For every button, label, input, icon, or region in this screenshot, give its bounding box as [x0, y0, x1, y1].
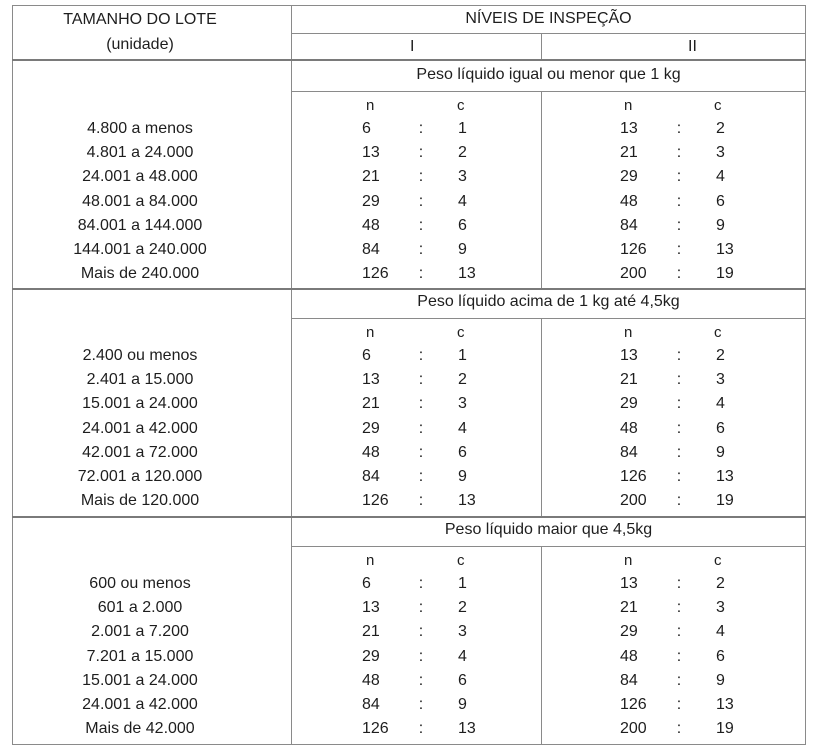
level-2-c-cell: 4 [716, 395, 725, 413]
header-bottom-border [12, 59, 806, 61]
level-1-n-cell: 6 [362, 120, 371, 137]
lot-size-cell: 600 ou menos [89, 575, 191, 592]
lot-size-cell: 72.001 a 120.000 [77, 468, 203, 485]
header-level-divider [541, 33, 542, 59]
lot-size-cell: Mais de 120.000 [80, 492, 200, 510]
level-1-c-cell: 13 [458, 492, 476, 510]
level-2-c-cell: 6 [716, 419, 725, 437]
section-separator [12, 288, 806, 290]
separator-colon: : [676, 192, 682, 210]
level-1-c-cell: 9 [458, 468, 467, 485]
separator-colon: : [418, 395, 424, 413]
level-1-n-cell: 29 [362, 192, 380, 210]
level-2-n-cell: 200 [620, 265, 647, 283]
level-1-c-cell: 6 [458, 443, 467, 461]
lot-size-cell: Mais de 240.000 [80, 265, 200, 283]
lot-size-cell: Mais de 42.000 [85, 720, 195, 738]
level-1-heading: I [410, 38, 415, 55]
level-1-c-cell: 2 [458, 599, 467, 617]
level-2-n-cell: 21 [620, 599, 638, 617]
col-label-c: c [714, 97, 722, 114]
level-1-n-cell: 21 [362, 168, 380, 186]
level-2-n-cell: 48 [620, 419, 638, 437]
col-label-n: n [366, 97, 375, 114]
level-2-n-cell: 84 [620, 671, 638, 689]
section-title: Peso líquido acima de 1 kg até 4,5kg [417, 293, 680, 310]
col-label-c: c [714, 552, 722, 569]
separator-colon: : [676, 468, 682, 485]
level-1-n-cell: 84 [362, 468, 380, 485]
level-2-c-cell: 9 [716, 216, 725, 234]
level-2-c-cell: 19 [716, 265, 734, 283]
level-1-n-cell: 48 [362, 443, 380, 461]
level-2-c-cell: 13 [716, 468, 734, 485]
level-1-n-cell: 126 [362, 265, 389, 283]
section-title-divider [291, 546, 806, 547]
level-2-n-cell: 200 [620, 720, 647, 738]
separator-colon: : [676, 419, 682, 437]
separator-colon: : [418, 419, 424, 437]
separator-colon: : [676, 575, 682, 592]
header-levels-divider [291, 33, 806, 34]
lot-size-cell: 42.001 a 72.000 [82, 443, 198, 461]
level-1-c-cell: 4 [458, 192, 467, 210]
lot-size-cell: 4.800 a menos [87, 120, 193, 137]
lot-size-cell: 2.400 ou menos [82, 347, 198, 364]
level-2-n-cell: 126 [620, 241, 647, 258]
level-2-c-cell: 9 [716, 443, 725, 461]
separator-colon: : [418, 120, 424, 137]
separator-colon: : [676, 647, 682, 665]
section-title: Peso líquido igual ou menor que 1 kg [416, 66, 681, 83]
level-2-n-cell: 29 [620, 168, 638, 186]
separator-colon: : [418, 347, 424, 364]
lot-size-cell: 15.001 a 24.000 [82, 395, 198, 413]
lot-size-cell: 48.001 a 84.000 [82, 192, 198, 210]
separator-colon: : [676, 144, 682, 162]
level-2-n-cell: 21 [620, 144, 638, 162]
level-1-c-cell: 3 [458, 623, 467, 641]
level-2-c-cell: 3 [716, 371, 725, 389]
separator-colon: : [418, 241, 424, 258]
lot-size-cell: 144.001 a 240.000 [73, 241, 207, 258]
lot-size-cell: 2.001 a 7.200 [91, 623, 189, 641]
separator-colon: : [418, 192, 424, 210]
section-title: Peso líquido maior que 4,5kg [444, 521, 653, 538]
level-1-n-cell: 13 [362, 599, 380, 617]
col-label-c: c [714, 324, 722, 341]
separator-colon: : [418, 443, 424, 461]
level-1-n-cell: 6 [362, 347, 371, 364]
level-1-c-cell: 1 [458, 120, 467, 137]
separator-colon: : [418, 696, 424, 713]
level-2-n-cell: 29 [620, 395, 638, 413]
separator-colon: : [418, 144, 424, 162]
table-top-border [12, 5, 806, 6]
lot-size-cell: 84.001 a 144.000 [77, 216, 203, 234]
level-1-c-cell: 13 [458, 265, 476, 283]
level-2-n-cell: 48 [620, 192, 638, 210]
level-2-n-cell: 84 [620, 443, 638, 461]
separator-colon: : [676, 395, 682, 413]
level-1-c-cell: 2 [458, 144, 467, 162]
section-level-divider [541, 91, 542, 288]
level-1-c-cell: 4 [458, 647, 467, 665]
level-1-n-cell: 29 [362, 419, 380, 437]
level-2-n-cell: 13 [620, 347, 638, 364]
separator-colon: : [676, 720, 682, 738]
level-1-c-cell: 3 [458, 168, 467, 186]
level-2-c-cell: 2 [716, 575, 725, 592]
level-2-c-cell: 9 [716, 671, 725, 689]
col-label-c: c [457, 324, 465, 341]
level-1-n-cell: 29 [362, 647, 380, 665]
separator-colon: : [418, 371, 424, 389]
level-2-n-cell: 126 [620, 696, 647, 713]
lot-size-cell: 4.801 a 24.000 [86, 144, 194, 162]
lot-size-cell: 7.201 a 15.000 [86, 647, 194, 665]
level-2-n-cell: 29 [620, 623, 638, 641]
level-1-c-cell: 2 [458, 371, 467, 389]
level-2-heading: II [688, 38, 697, 55]
lot-size-cell: 24.001 a 42.000 [82, 696, 198, 713]
separator-colon: : [676, 241, 682, 258]
separator-colon: : [676, 168, 682, 186]
col-label-n: n [624, 324, 633, 341]
lot-size-cell: 15.001 a 24.000 [82, 671, 198, 689]
level-2-c-cell: 3 [716, 144, 725, 162]
lot-size-cell: 24.001 a 48.000 [82, 168, 198, 186]
separator-colon: : [418, 623, 424, 641]
separator-colon: : [418, 599, 424, 617]
level-1-n-cell: 13 [362, 144, 380, 162]
separator-colon: : [676, 623, 682, 641]
section-title-divider [291, 91, 806, 92]
level-2-n-cell: 13 [620, 575, 638, 592]
level-2-n-cell: 13 [620, 120, 638, 137]
lot-size-unit: (unidade) [106, 36, 174, 53]
separator-colon: : [676, 216, 682, 234]
lot-size-heading: TAMANHO DO LOTE [63, 11, 217, 28]
level-1-n-cell: 84 [362, 696, 380, 713]
level-2-c-cell: 13 [716, 696, 734, 713]
level-1-n-cell: 21 [362, 395, 380, 413]
level-1-n-cell: 84 [362, 241, 380, 258]
level-1-n-cell: 13 [362, 371, 380, 389]
lot-size-cell: 601 a 2.000 [97, 599, 183, 617]
separator-colon: : [676, 671, 682, 689]
level-2-c-cell: 19 [716, 720, 734, 738]
level-1-n-cell: 6 [362, 575, 371, 592]
inspection-levels-heading: NÍVEIS DE INSPEÇÃO [465, 10, 632, 27]
level-2-n-cell: 126 [620, 468, 647, 485]
level-1-n-cell: 48 [362, 671, 380, 689]
level-2-n-cell: 21 [620, 371, 638, 389]
level-2-c-cell: 4 [716, 168, 725, 186]
level-1-c-cell: 6 [458, 671, 467, 689]
level-1-c-cell: 9 [458, 696, 467, 713]
table-left-border [12, 5, 13, 745]
lot-size-cell: 24.001 a 42.000 [82, 419, 198, 437]
level-1-n-cell: 126 [362, 492, 389, 510]
level-2-c-cell: 13 [716, 241, 734, 258]
separator-colon: : [418, 216, 424, 234]
level-2-c-cell: 2 [716, 120, 725, 137]
table-bottom-border [12, 744, 806, 745]
separator-colon: : [418, 265, 424, 283]
separator-colon: : [676, 120, 682, 137]
separator-colon: : [676, 265, 682, 283]
separator-colon: : [676, 599, 682, 617]
level-1-c-cell: 4 [458, 419, 467, 437]
separator-colon: : [676, 347, 682, 364]
section-separator [12, 516, 806, 518]
section-level-divider [541, 318, 542, 516]
separator-colon: : [676, 492, 682, 510]
level-1-c-cell: 1 [458, 347, 467, 364]
level-1-c-cell: 9 [458, 241, 467, 258]
separator-colon: : [676, 443, 682, 461]
separator-colon: : [418, 671, 424, 689]
separator-colon: : [418, 575, 424, 592]
level-2-n-cell: 48 [620, 647, 638, 665]
separator-colon: : [676, 371, 682, 389]
col-label-n: n [366, 552, 375, 569]
separator-colon: : [676, 696, 682, 713]
level-2-c-cell: 19 [716, 492, 734, 510]
level-2-n-cell: 84 [620, 216, 638, 234]
level-1-n-cell: 21 [362, 623, 380, 641]
col-label-n: n [624, 552, 633, 569]
level-2-c-cell: 6 [716, 192, 725, 210]
col-label-n: n [624, 97, 633, 114]
separator-colon: : [418, 492, 424, 510]
col-label-c: c [457, 552, 465, 569]
level-2-c-cell: 3 [716, 599, 725, 617]
level-2-c-cell: 4 [716, 623, 725, 641]
level-1-c-cell: 1 [458, 575, 467, 592]
level-1-c-cell: 3 [458, 395, 467, 413]
level-1-c-cell: 13 [458, 720, 476, 738]
level-2-n-cell: 200 [620, 492, 647, 510]
section-title-divider [291, 318, 806, 319]
level-1-c-cell: 6 [458, 216, 467, 234]
col-label-n: n [366, 324, 375, 341]
level-2-c-cell: 6 [716, 647, 725, 665]
separator-colon: : [418, 647, 424, 665]
separator-colon: : [418, 168, 424, 186]
table-right-border [805, 5, 806, 745]
separator-colon: : [418, 720, 424, 738]
col-label-c: c [457, 97, 465, 114]
level-1-n-cell: 48 [362, 216, 380, 234]
level-1-n-cell: 126 [362, 720, 389, 738]
lot-column-divider [291, 5, 292, 745]
lot-size-cell: 2.401 a 15.000 [86, 371, 194, 389]
level-2-c-cell: 2 [716, 347, 725, 364]
section-level-divider [541, 546, 542, 744]
separator-colon: : [418, 468, 424, 485]
